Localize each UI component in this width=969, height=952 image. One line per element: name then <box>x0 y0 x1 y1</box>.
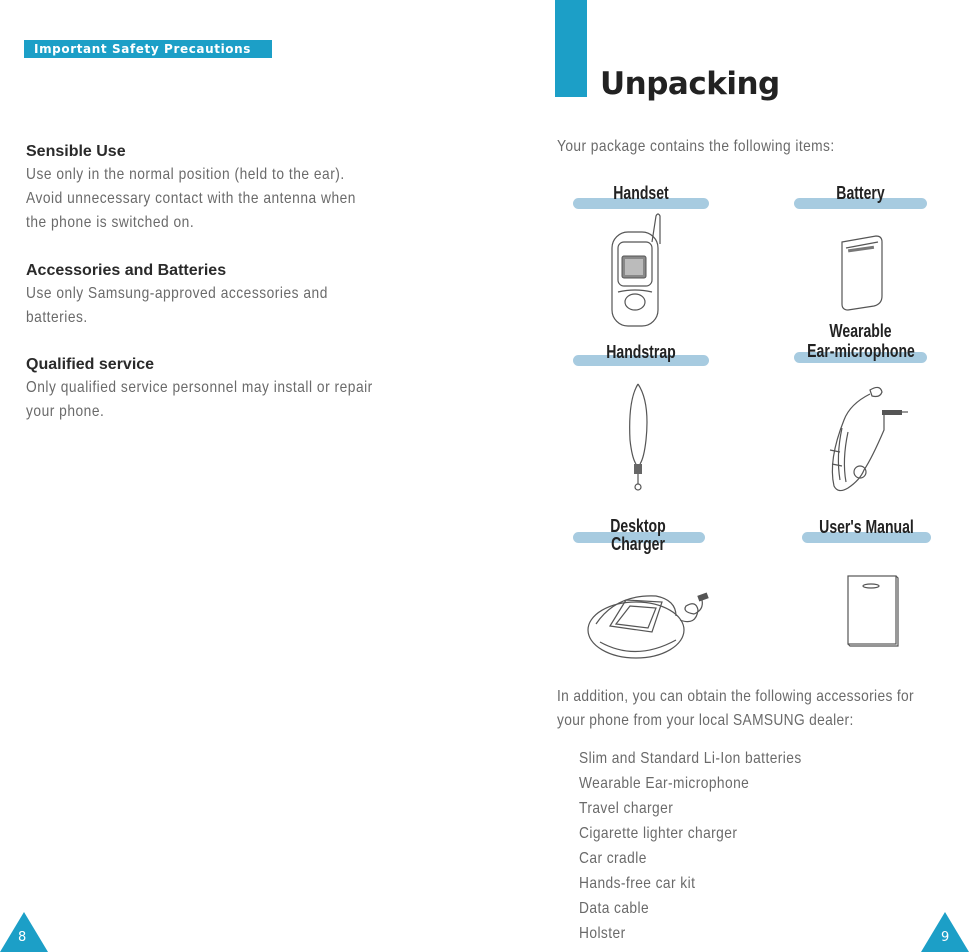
page-title: Unpacking <box>600 66 780 102</box>
charger-label: Desktop Charger <box>610 516 666 554</box>
sensible-use-heading: Sensible Use <box>26 143 126 160</box>
list-item: Car cradle <box>579 850 647 867</box>
text-line: your phone. <box>26 403 105 420</box>
desktop-charger-icon <box>586 580 716 662</box>
list-item: Data cable <box>579 900 650 917</box>
text-line: Use only Samsung-approved accessories and <box>26 285 328 302</box>
earphone-label-line2: Ear-microphone <box>807 341 915 361</box>
accessory-list <box>579 746 838 946</box>
text-line: your phone from your local SAMSUNG dealer: <box>557 712 854 729</box>
page-number-right: 9 <box>941 930 950 945</box>
accessories-heading: Accessories and Batteries <box>26 262 227 279</box>
handset-label: Handset <box>613 183 669 203</box>
earphone-label-line1: Wearable <box>829 321 892 341</box>
battery-label: Battery <box>836 183 885 203</box>
text-line: Use only in the normal position (held to the ear). <box>26 166 345 183</box>
section-header-text: Important Safety Precautions <box>34 42 252 56</box>
qualified-service-text <box>26 376 426 424</box>
text-line: the phone is switched on. <box>26 214 195 231</box>
list-item: Holster <box>579 925 626 942</box>
list-item: Cigarette lighter charger <box>579 825 738 842</box>
accessories-section <box>26 261 426 330</box>
additional-accessories-text <box>557 685 967 733</box>
manual-icon <box>844 572 900 648</box>
earphone-icon <box>820 380 910 498</box>
text-line: Avoid unnecessary contact with the antenna when <box>26 190 356 207</box>
manual-label: User's Manual <box>819 517 914 537</box>
handset-icon <box>608 212 668 330</box>
battery-icon <box>838 234 886 312</box>
title-accent-block <box>555 0 587 97</box>
accessories-text <box>26 282 426 330</box>
qualified-service-heading: Qualified service <box>26 356 155 373</box>
text-line: batteries. <box>26 309 88 326</box>
sensible-use-section <box>26 142 426 235</box>
list-item: Hands-free car kit <box>579 875 696 892</box>
handstrap-label: Handstrap <box>606 342 676 362</box>
list-item: Slim and Standard Li-Ion batteries <box>579 750 802 767</box>
section-header-bar <box>24 40 272 58</box>
page-number-left: 8 <box>18 930 27 945</box>
handstrap-icon <box>624 380 654 494</box>
list-item: Travel charger <box>579 800 674 817</box>
qualified-service-section <box>26 355 426 424</box>
sensible-use-text <box>26 163 426 235</box>
text-line: Only qualified service personnel may install or repair <box>26 379 373 396</box>
list-item: Wearable Ear-microphone <box>579 775 750 792</box>
intro-text: Your package contains the following items: <box>557 138 835 155</box>
text-line: In addition, you can obtain the following accessories for <box>557 688 914 705</box>
